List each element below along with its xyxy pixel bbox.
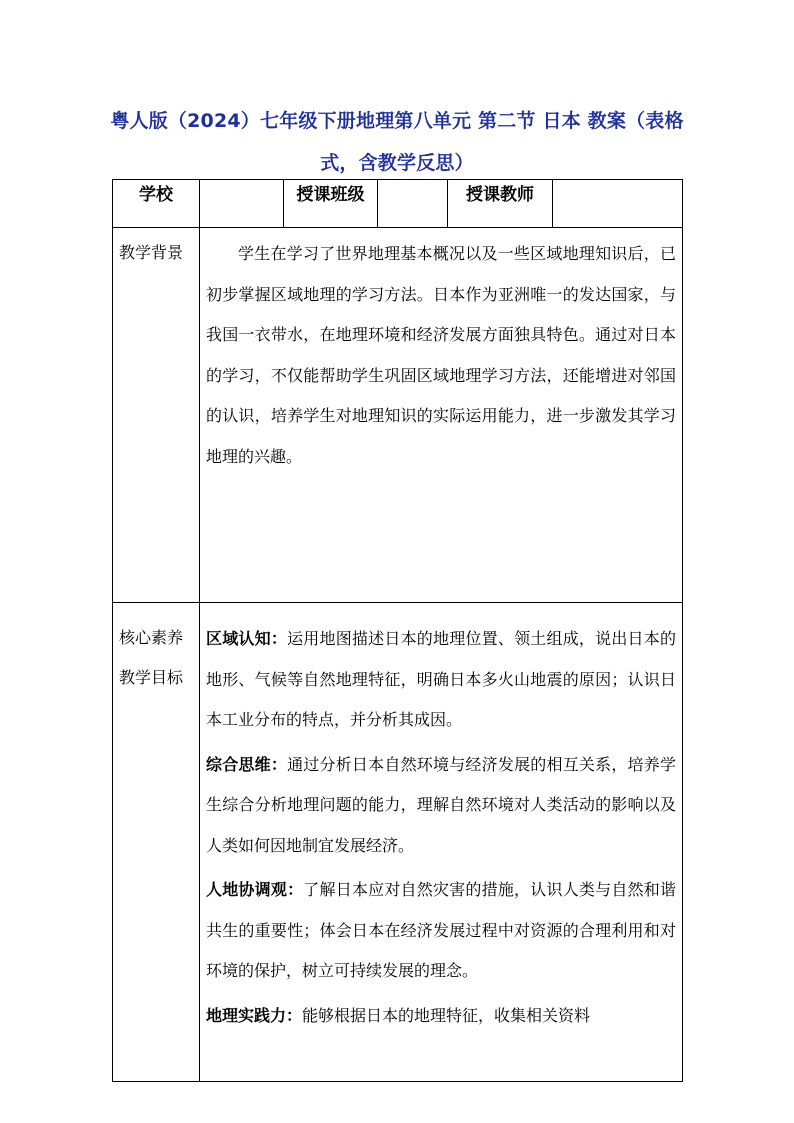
goal-heading: 人地协调观：: [206, 880, 304, 899]
goal-heading: 区域认知：: [206, 629, 288, 648]
goals-row: [113, 603, 683, 1082]
lesson-plan-table: [112, 179, 683, 1082]
teacher-value[interactable]: [553, 180, 683, 228]
goal-item-thinking: [206, 745, 676, 867]
class-label: 授课班级: [284, 180, 378, 228]
teacher-label: 授课教师: [448, 180, 553, 228]
goal-text: 了解日本应对自然灾害的措施，认识人类与自然和谐共生的重要性；体会日本在经济发展过程中对资源的合理利用和对环境的保护，树立可持续发展的理念。: [206, 880, 676, 980]
background-content-cell: [200, 228, 683, 603]
background-label: 教学背景: [119, 243, 184, 262]
goal-item-practice: [206, 996, 676, 1037]
goal-heading: 地理实践力：: [206, 1005, 303, 1025]
school-value[interactable]: [200, 180, 284, 228]
class-value[interactable]: [378, 180, 448, 228]
goal-text: 运用地图描述日本的地理位置、领土组成，说出日本的地形、气候等自然地理特征，明确日本多火山地震的原因；认识日本工业分布的特点，并分析其成因。: [206, 629, 676, 729]
background-row: [113, 228, 683, 603]
goal-text: 能够根据日本的地理特征，收集相关资料: [302, 1005, 591, 1025]
goals-label-cell: [113, 603, 200, 1082]
goal-heading: 综合思维：: [206, 754, 288, 774]
goals-content-cell: [200, 603, 683, 1082]
goal-item-harmony: [206, 870, 676, 992]
background-text: 学生在学习了世界地理基本概况以及一些区域地理知识后，已初步掌握区域地理的学习方法。日本作为亚洲唯一的发达国家，与我国一衣带水，在地理环境和经济发展方面独具特色。通过对日本的学习，不仅能帮助学生巩固区域地理学习方法，还能增进对邻国的认识，培养学生对地理知识的实际运用能力，进一步激发其学习地理的兴趣。: [206, 244, 676, 466]
goals-list: [206, 619, 676, 1065]
goal-text: 通过分析日本自然环境与经济发展的相互关系，培养学生综合分析地理问题的能力，理解自然环境对人类活动的影响以及人类如何因地制宜发展经济。: [206, 754, 676, 855]
school-label: 学校: [113, 180, 200, 228]
goal-item-regional: [206, 619, 676, 741]
document-title: 粤人版（2024）七年级下册地理第八单元 第二节 日本 教案（表格式，含教学反思）: [110, 110, 684, 174]
header-row: [113, 180, 683, 228]
goals-label: 核心素养教学目标: [119, 628, 184, 687]
background-label-cell: [113, 228, 200, 603]
